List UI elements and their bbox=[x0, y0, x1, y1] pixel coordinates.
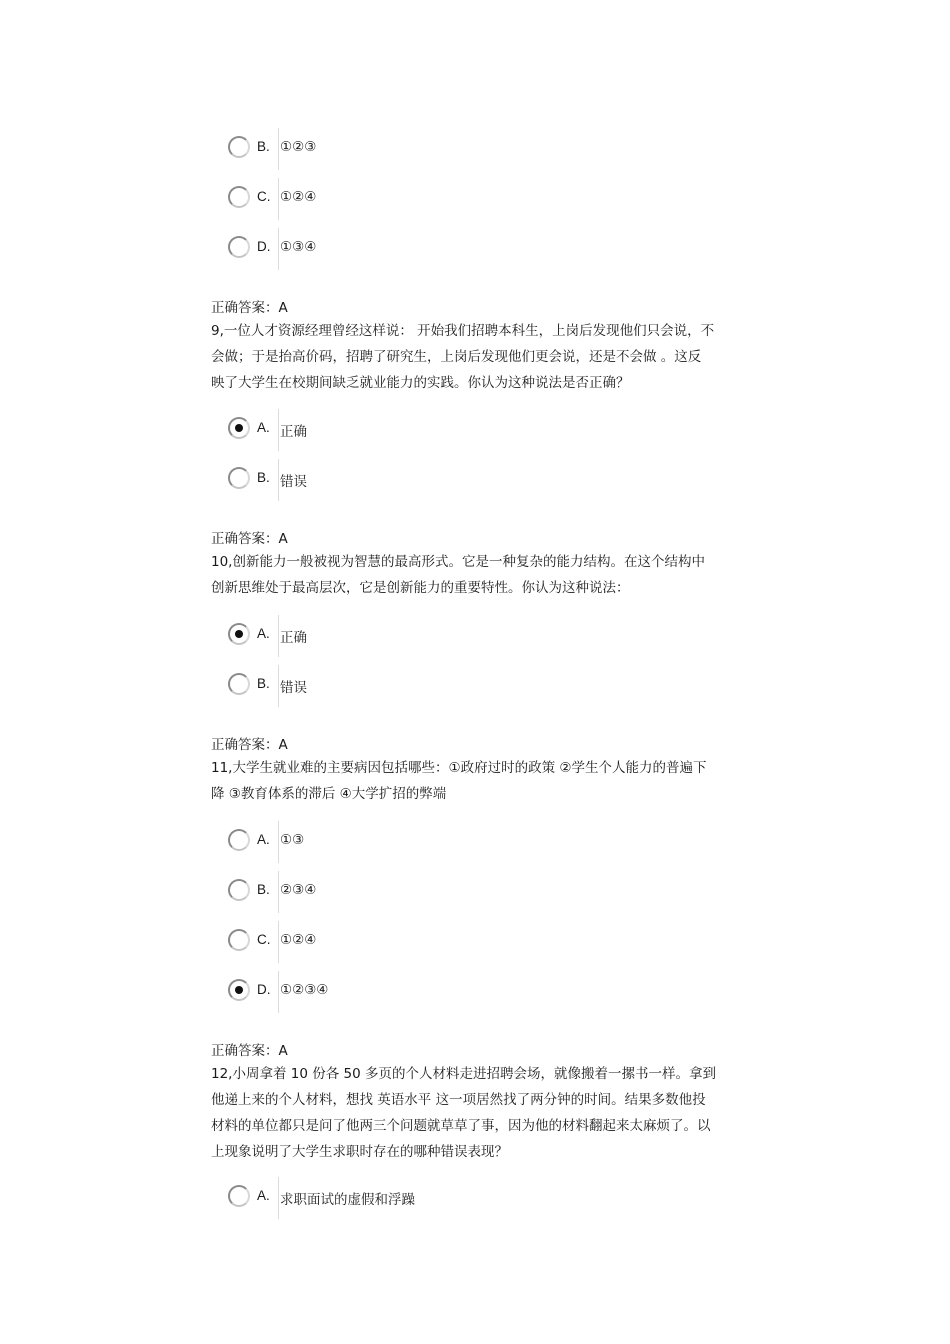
option-letter: C. bbox=[257, 932, 271, 947]
option-letter: D. bbox=[257, 982, 271, 997]
option-divider bbox=[278, 178, 279, 220]
option-divider bbox=[278, 665, 279, 707]
radio-button-icon[interactable] bbox=[228, 186, 250, 208]
q9-option-b[interactable] bbox=[228, 467, 628, 493]
radio-button-icon[interactable] bbox=[228, 829, 250, 851]
option-text: 求职面试的虚假和浮躁 bbox=[280, 1192, 415, 1208]
option-letter: D. bbox=[257, 239, 271, 254]
option-text: ②③④ bbox=[280, 882, 317, 898]
option-text: ①②③ bbox=[280, 139, 317, 155]
radio-button-icon[interactable] bbox=[228, 673, 250, 695]
option-divider bbox=[278, 459, 279, 501]
q10-correct-answer: 正确答案：A bbox=[211, 737, 288, 753]
option-divider bbox=[278, 409, 279, 451]
option-divider bbox=[278, 971, 279, 1013]
radio-button-selected-icon[interactable] bbox=[228, 417, 250, 439]
radio-button-icon[interactable] bbox=[228, 236, 250, 258]
question-line: 11,大学生就业难的主要病因包括哪些：①政府过时的政策 ②学生个人能力的普遍下 bbox=[211, 760, 707, 776]
radio-dot-icon bbox=[235, 424, 243, 432]
option-text: 正确 bbox=[280, 630, 307, 646]
radio-dot-icon bbox=[235, 986, 243, 994]
option-text: 正确 bbox=[280, 424, 307, 440]
q10-question-text bbox=[211, 549, 746, 601]
q9-question-text bbox=[211, 318, 746, 396]
option-text: ①③ bbox=[280, 832, 305, 848]
question-line: 上现象说明了大学生求职时存在的哪种错误表现？ bbox=[211, 1144, 508, 1160]
radio-button-icon[interactable] bbox=[228, 929, 250, 951]
question-line: 12,小周拿着 10 份各 50 多页的个人材料走进招聘会场，就像搬着一摞书一样。拿到 bbox=[211, 1066, 716, 1082]
question-line: 映了大学生在校期间缺乏就业能力的实践。你认为这种说法是否正确？ bbox=[211, 375, 630, 391]
option-letter: B. bbox=[257, 676, 270, 691]
q9-option-a[interactable] bbox=[228, 417, 628, 443]
radio-dot-icon bbox=[235, 630, 243, 638]
option-divider bbox=[278, 871, 279, 913]
option-letter: C. bbox=[257, 189, 271, 204]
question-line: 会做；于是抬高价码，招聘了研究生，上岗后发现他们更会说，还是不会做 。这反 bbox=[211, 349, 702, 365]
q8-option-c[interactable] bbox=[228, 186, 628, 212]
option-letter: A. bbox=[257, 1188, 270, 1203]
q8-correct-answer: 正确答案：A bbox=[211, 300, 288, 316]
q8-option-b[interactable] bbox=[228, 136, 628, 162]
option-letter: A. bbox=[257, 420, 270, 435]
q11-question-text bbox=[211, 755, 746, 807]
q12-question-text bbox=[211, 1061, 746, 1165]
q8-option-d[interactable] bbox=[228, 236, 628, 262]
q11-option-c[interactable] bbox=[228, 929, 628, 955]
q11-correct-answer: 正确答案：A bbox=[211, 1043, 288, 1059]
option-divider bbox=[278, 821, 279, 863]
q11-option-b[interactable] bbox=[228, 879, 628, 905]
option-letter: B. bbox=[257, 139, 270, 154]
radio-button-selected-icon[interactable] bbox=[228, 979, 250, 1001]
q10-option-a[interactable] bbox=[228, 623, 628, 649]
option-letter: A. bbox=[257, 626, 270, 641]
option-divider bbox=[278, 228, 279, 270]
q9-correct-answer: 正确答案：A bbox=[211, 531, 288, 547]
question-line: 9,一位人才资源经理曾经这样说： 开始我们招聘本科生，上岗后发现他们只会说，不 bbox=[211, 323, 715, 339]
option-divider bbox=[278, 615, 279, 657]
question-line: 他递上来的个人材料，想找 英语水平 这一项居然找了两分钟的时间。结果多数他投 bbox=[211, 1092, 706, 1108]
question-line: 材料的单位都只是问了他两三个问题就草草了事，因为他的材料翻起来太麻烦了。以 bbox=[211, 1118, 711, 1134]
option-text: 错误 bbox=[280, 474, 307, 490]
option-text: ①②④ bbox=[280, 189, 317, 205]
option-text: ①②③④ bbox=[280, 982, 329, 998]
option-letter: B. bbox=[257, 470, 270, 485]
option-divider bbox=[278, 1177, 279, 1219]
option-divider bbox=[278, 921, 279, 963]
q11-option-a[interactable] bbox=[228, 829, 628, 855]
radio-button-icon[interactable] bbox=[228, 879, 250, 901]
question-line: 降 ③教育体系的滞后 ④大学扩招的弊端 bbox=[211, 786, 447, 802]
q10-option-b[interactable] bbox=[228, 673, 628, 699]
q11-option-d[interactable] bbox=[228, 979, 628, 1005]
option-text: ①②④ bbox=[280, 932, 317, 948]
option-letter: B. bbox=[257, 882, 270, 897]
q12-option-a[interactable] bbox=[228, 1185, 628, 1211]
radio-button-icon[interactable] bbox=[228, 136, 250, 158]
question-line: 创新思维处于最高层次，它是创新能力的重要特性。你认为这种说法： bbox=[211, 580, 630, 596]
option-divider bbox=[278, 128, 279, 170]
question-line: 10,创新能力一般被视为智慧的最高形式。它是一种复杂的能力结构。在这个结构中 bbox=[211, 554, 705, 570]
option-text: ①③④ bbox=[280, 239, 317, 255]
option-text: 错误 bbox=[280, 680, 307, 696]
radio-button-icon[interactable] bbox=[228, 467, 250, 489]
radio-button-selected-icon[interactable] bbox=[228, 623, 250, 645]
option-letter: A. bbox=[257, 832, 270, 847]
radio-button-icon[interactable] bbox=[228, 1185, 250, 1207]
